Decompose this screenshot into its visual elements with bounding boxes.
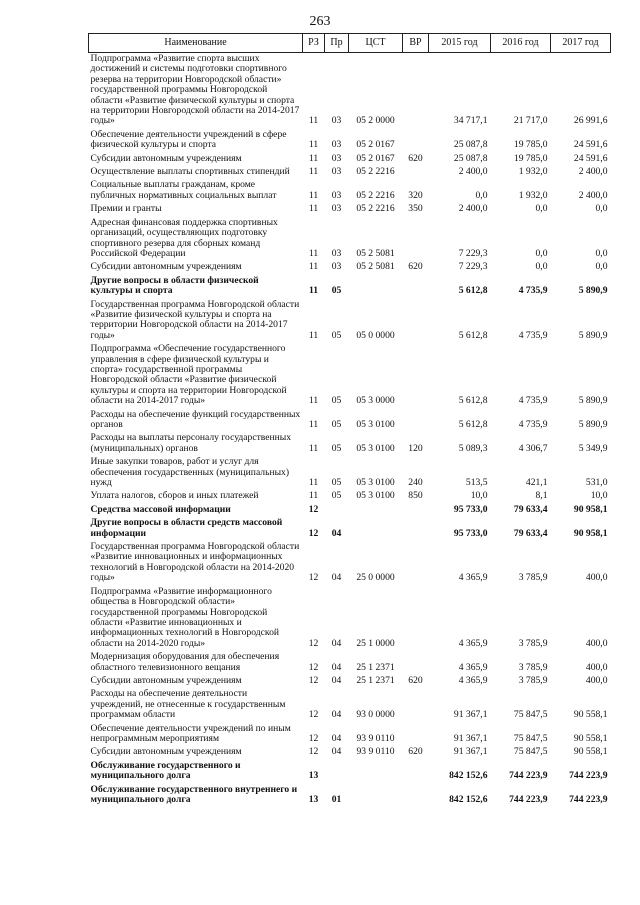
row-2015-cell: 25 087,8 [453,139,488,151]
row-name-cell: Осуществление выплаты спортивных стипендий [90,166,290,178]
row-pr-cell: 04 [331,637,342,649]
row-2015-cell: 0,0 [475,189,488,201]
row-2017-cell: 744 223,9 [569,794,608,805]
row-2017-cell: 24 591,6 [573,139,608,151]
row-2017-cell: 400,0 [585,572,608,584]
table-row [89,166,611,179]
row-name-cell: Государственная программа Новгородской области «Развитие инновационных и информационных технологий в Новгородской области на 2014-2020 годы» [90,541,300,584]
row-cst-cell: 05 3 0000 [356,395,395,407]
row-name-cell: Расходы на обеспечение функций государственных органов [90,408,301,430]
row-name-cell: Субсидии автономным учреждениям [90,261,242,273]
row-pr-cell: 01 [331,794,342,805]
row-2015-cell: 91 367,1 [453,746,488,758]
row-2017-cell: 5 890,9 [578,285,608,297]
table-row [89,490,611,503]
row-2015-cell: 513,5 [465,477,488,489]
row-rz-cell: 12 [308,709,319,721]
row-vr-cell [403,299,429,344]
row-vr-cell: 620 [408,152,423,164]
table-row [89,760,611,784]
row-2015-cell: 842 152,6 [449,770,488,782]
row-2017-cell: 5 890,9 [578,419,608,430]
table-row [89,784,611,808]
row-name-cell: Средства массовой информации [90,503,231,515]
row-name-cell: Уплата налогов, сборов и иных платежей [90,490,259,502]
row-2017-cell: 90 558,1 [573,709,608,721]
row-2015-cell: 95 733,0 [453,503,488,515]
table-row [89,586,611,651]
row-rz-cell: 11 [308,261,319,273]
row-2017-cell: 0,0 [595,203,608,215]
row-pr-cell [325,760,349,784]
row-vr-cell [403,409,429,433]
page-number: 263 [309,14,331,29]
header-cst: ЦСТ [349,34,403,53]
row-2017-cell: 531,0 [585,477,608,489]
row-cst-cell: 05 2 2216 [356,189,395,201]
row-rz-cell: 11 [308,419,319,430]
row-2015-cell: 4 365,9 [458,661,488,673]
row-pr-cell: 05 [331,477,342,489]
row-2016-cell: 4 735,9 [518,329,548,341]
row-2016-cell: 1 932,0 [518,166,548,178]
row-cst-cell: 93 9 0110 [356,746,395,758]
row-cst-cell: 05 2 2216 [356,166,395,178]
row-pr-cell: 05 [331,419,342,430]
row-2017-cell: 400,0 [585,637,608,649]
row-2015-cell: 95 733,0 [453,527,488,539]
row-pr-cell: 03 [331,261,342,273]
row-pr-cell: 03 [331,139,342,151]
row-vr-cell [403,586,429,651]
row-2016-cell: 4 735,9 [518,395,548,407]
table-row [89,517,611,541]
row-2016-cell: 0,0 [535,203,548,215]
table-header-row [89,34,611,53]
row-rz-cell: 11 [308,285,319,297]
header-2016: 2016 год [491,34,551,53]
row-vr-cell [403,723,429,747]
row-rz-cell: 12 [308,661,319,673]
row-2016-cell: 4 306,7 [518,442,548,454]
row-cst-cell [349,784,403,808]
row-rz-cell: 11 [308,189,319,201]
header-2017: 2017 год [551,34,611,53]
row-2016-cell: 3 785,9 [518,637,548,649]
row-pr-cell: 04 [331,746,342,758]
row-2015-cell: 5 612,8 [458,419,488,430]
row-2015-cell: 34 717,1 [453,115,488,127]
row-cst-cell: 05 3 0100 [356,490,395,502]
row-name-cell: Подпрограмма «Развитие спорта высших достижений и системы подготовки спортивного резерва на территории Новгородской области» государственной программы Новгородской области «Развитие физической культуры и спорта на территории Новгородской области на 2014-2017 годы» [90,53,300,127]
table-row [89,261,611,274]
row-pr-cell: 03 [331,247,342,259]
row-pr-cell: 04 [331,661,342,673]
table-row [89,688,611,722]
row-rz-cell: 12 [308,732,319,744]
row-rz-cell: 12 [308,674,319,686]
row-2015-cell: 91 367,1 [453,732,488,744]
row-name-cell: Субсидии автономным учреждениям [90,746,242,758]
row-2017-cell: 90 958,1 [573,503,608,515]
row-rz-cell: 12 [308,637,319,649]
row-2015-cell: 4 365,9 [458,674,488,686]
header-pr: Пр [325,34,349,53]
row-vr-cell [403,517,429,541]
row-pr-cell: 03 [331,166,342,178]
row-vr-cell: 350 [408,203,423,215]
row-name-cell: Подпрограмма «Развитие информационного общества в Новгородской области» государственной программы Новгородской области «Развитие инновационных и информационных технологий в Новгородской области на 2014-2020 годы» [90,585,280,649]
row-vr-cell [403,275,429,299]
row-cst-cell: 05 2 0000 [356,115,395,127]
table-row [89,343,611,408]
row-2016-cell: 8,1 [535,490,548,502]
row-vr-cell: 240 [408,477,423,489]
row-2016-cell: 1 932,0 [518,189,548,201]
row-2016-cell: 744 223,9 [509,794,548,805]
row-rz-cell: 11 [308,329,319,341]
row-vr-cell: 620 [408,746,423,758]
table-row [89,203,611,216]
row-cst-cell: 05 3 0100 [356,477,395,489]
row-2017-cell: 5 349,9 [578,442,608,454]
row-2016-cell: 4 735,9 [518,419,548,430]
row-rz-cell: 12 [308,503,319,515]
row-2017-cell: 5 890,9 [578,329,608,341]
row-rz-cell: 12 [308,572,319,584]
row-rz-cell: 11 [308,203,319,215]
row-2016-cell: 75 847,5 [513,732,548,744]
row-cst-cell: 05 0 0000 [356,329,395,341]
row-name-cell: Подпрограмма «Обеспечение государственного управления в сфере физической культуры и спорта» государственной программы Новгородской области «Развитие физической культуры и спорта на территории Новгородской области на 2014-2017 годы» [90,343,287,407]
row-vr-cell: 850 [408,490,423,502]
row-rz-cell: 11 [308,139,319,151]
row-name-cell: Иные закупки товаров, работ и услуг для обеспечения государственных (муниципальных) нужд [90,456,290,489]
row-vr-cell: 620 [408,674,423,686]
row-2015-cell: 25 087,8 [453,152,488,164]
row-pr-cell: 03 [331,189,342,201]
row-vr-cell [403,217,429,262]
row-name-cell: Расходы на выплаты персоналу государственных (муниципальных) органов [90,432,292,454]
row-vr-cell [403,53,429,129]
row-vr-cell [403,760,429,784]
row-rz-cell: 11 [308,166,319,178]
table-row [89,675,611,688]
row-name-cell: Обслуживание государственного и муниципального долга [90,759,241,782]
table-row [89,53,611,129]
row-cst-cell: 25 1 2371 [356,674,395,686]
row-2017-cell: 2 400,0 [578,189,608,201]
row-2015-cell: 7 229,3 [458,261,488,273]
row-cst-cell: 93 0 0000 [356,709,395,721]
row-vr-cell: 120 [408,442,423,454]
row-cst-cell [349,504,403,517]
row-rz-cell: 11 [308,115,319,127]
row-2017-cell: 26 991,6 [573,115,608,127]
row-2015-cell: 2 400,0 [458,166,488,178]
row-2016-cell: 4 735,9 [518,285,548,297]
row-vr-cell [403,541,429,586]
row-2017-cell: 90 558,1 [573,746,608,758]
row-cst-cell: 05 2 5081 [356,261,395,273]
header-rz: РЗ [303,34,325,53]
row-pr-cell [325,504,349,517]
row-name-cell: Модернизация оборудования для обеспечения областного телевизионного вещания [90,651,280,673]
row-2016-cell: 3 785,9 [518,674,548,686]
table-body [89,53,611,808]
row-vr-cell: 320 [408,189,423,201]
row-cst-cell [349,760,403,784]
row-name-cell: Другие вопросы в области физической культуры и спорта [90,274,259,297]
row-rz-cell: 11 [308,395,319,407]
budget-table [88,33,611,807]
row-name-cell: Социальные выплаты гражданам, кроме публичных нормативных социальных выплат [90,179,277,201]
row-vr-cell [403,166,429,179]
row-pr-cell: 04 [331,674,342,686]
row-cst-cell [349,517,403,541]
row-2016-cell: 3 785,9 [518,661,548,673]
row-name-cell: Субсидии автономным учреждениям [90,152,242,164]
row-2017-cell: 90 558,1 [573,732,608,744]
row-vr-cell [403,129,429,153]
row-2016-cell: 79 633,4 [513,527,548,539]
row-cst-cell: 05 2 2216 [356,203,395,215]
row-cst-cell: 05 2 5081 [356,247,395,259]
row-2016-cell: 744 223,9 [509,770,548,782]
table-row [89,129,611,153]
row-2017-cell: 2 400,0 [578,166,608,178]
row-2016-cell: 421,1 [525,477,548,489]
row-2015-cell: 2 400,0 [458,203,488,215]
row-cst-cell: 05 3 0100 [356,419,395,430]
row-2017-cell: 90 958,1 [573,527,608,539]
row-name-cell: Премии и гранты [90,203,162,215]
row-rz-cell: 12 [308,746,319,758]
row-name-cell: Адресная финансовая поддержка спортивных организаций, осуществляющих подготовку спортивного резерва для сборных команд Российской Федерации [90,216,278,259]
row-2015-cell: 842 152,6 [449,794,488,805]
row-rz-cell: 13 [308,770,319,782]
row-cst-cell: 25 0 0000 [356,572,395,584]
row-2016-cell: 19 785,0 [513,152,548,164]
row-2016-cell: 19 785,0 [513,139,548,151]
row-vr-cell [403,688,429,722]
row-rz-cell: 11 [308,247,319,259]
row-vr-cell [403,784,429,808]
row-vr-cell [403,504,429,517]
row-pr-cell: 04 [331,572,342,584]
table-row [89,179,611,203]
row-name-cell: Государственная программа Новгородской области «Развитие физической культуры и спорта на территории Новгородской области на 2014-2017 годы» [90,298,300,341]
row-name-cell: Обслуживание государственного внутреннего и муниципального долга [90,783,298,805]
row-name-cell: Другие вопросы в области средств массовой информации [90,517,283,539]
row-2017-cell: 10,0 [590,490,608,502]
row-2015-cell: 5 612,8 [458,329,488,341]
row-2015-cell: 10,0 [470,490,488,502]
row-2015-cell: 7 229,3 [458,247,488,259]
row-name-cell: Субсидии автономным учреждениям [90,674,242,686]
row-rz-cell: 12 [308,527,319,539]
row-cst-cell [349,275,403,299]
row-vr-cell: 620 [408,261,423,273]
table-row [89,153,611,166]
row-2017-cell: 5 890,9 [578,395,608,407]
row-2017-cell: 24 591,6 [573,152,608,164]
row-2016-cell: 3 785,9 [518,572,548,584]
row-cst-cell: 05 2 0167 [356,152,395,164]
table-row [89,723,611,747]
row-pr-cell: 04 [331,709,342,721]
row-2015-cell: 91 367,1 [453,709,488,721]
table-row [89,217,611,262]
row-pr-cell: 04 [331,732,342,744]
table-row [89,504,611,517]
header-2015: 2015 год [429,34,491,53]
row-rz-cell: 11 [308,442,319,454]
row-2015-cell: 5 089,3 [458,442,488,454]
row-2016-cell: 75 847,5 [513,746,548,758]
row-rz-cell: 11 [308,152,319,164]
row-pr-cell: 04 [331,527,342,539]
row-2017-cell: 400,0 [585,661,608,673]
row-cst-cell: 25 1 2371 [356,661,395,673]
row-2017-cell: 400,0 [585,674,608,686]
row-pr-cell: 03 [331,115,342,127]
row-2016-cell: 79 633,4 [513,503,548,515]
row-2017-cell: 0,0 [595,261,608,273]
row-cst-cell: 05 3 0100 [356,442,395,454]
row-2015-cell: 5 612,8 [458,285,488,297]
table-row [89,299,611,344]
row-2015-cell: 4 365,9 [458,572,488,584]
row-name-cell: Расходы на обеспечение деятельности учреждений, не отнесенные к государственным программам области [90,688,286,721]
header-vr: ВР [403,34,429,53]
row-2016-cell: 21 717,0 [513,115,548,127]
table-row [89,456,611,490]
row-pr-cell: 03 [331,203,342,215]
row-pr-cell: 03 [331,152,342,164]
row-vr-cell [403,343,429,408]
header-name: Наименование [89,34,303,53]
row-pr-cell: 05 [331,329,342,341]
row-cst-cell: 25 1 0000 [356,637,395,649]
table-row [89,275,611,299]
table-row [89,409,611,433]
row-name-cell: Обеспечение деятельности учреждений по иным непрограммным мероприятиям [90,722,291,744]
row-rz-cell: 11 [308,477,319,489]
row-cst-cell: 05 2 0167 [356,139,395,151]
row-rz-cell: 13 [308,794,319,805]
row-2016-cell: 0,0 [535,261,548,273]
table-row [89,432,611,456]
row-2017-cell: 0,0 [595,247,608,259]
row-pr-cell: 05 [331,490,342,502]
row-2015-cell: 5 612,8 [458,395,488,407]
row-cst-cell: 93 9 0110 [356,732,395,744]
table-row [89,651,611,675]
row-2016-cell: 75 847,5 [513,709,548,721]
row-pr-cell: 05 [331,285,342,297]
row-rz-cell: 11 [308,490,319,502]
row-2017-cell: 744 223,9 [569,770,608,782]
table-row [89,541,611,586]
row-2015-cell: 4 365,9 [458,637,488,649]
row-pr-cell: 05 [331,395,342,407]
row-pr-cell: 05 [331,442,342,454]
row-name-cell: Обеспечение деятельности учреждений в сфере физической культуры и спорта [90,128,287,151]
table-row [89,746,611,759]
row-vr-cell [403,651,429,675]
row-2016-cell: 0,0 [535,247,548,259]
